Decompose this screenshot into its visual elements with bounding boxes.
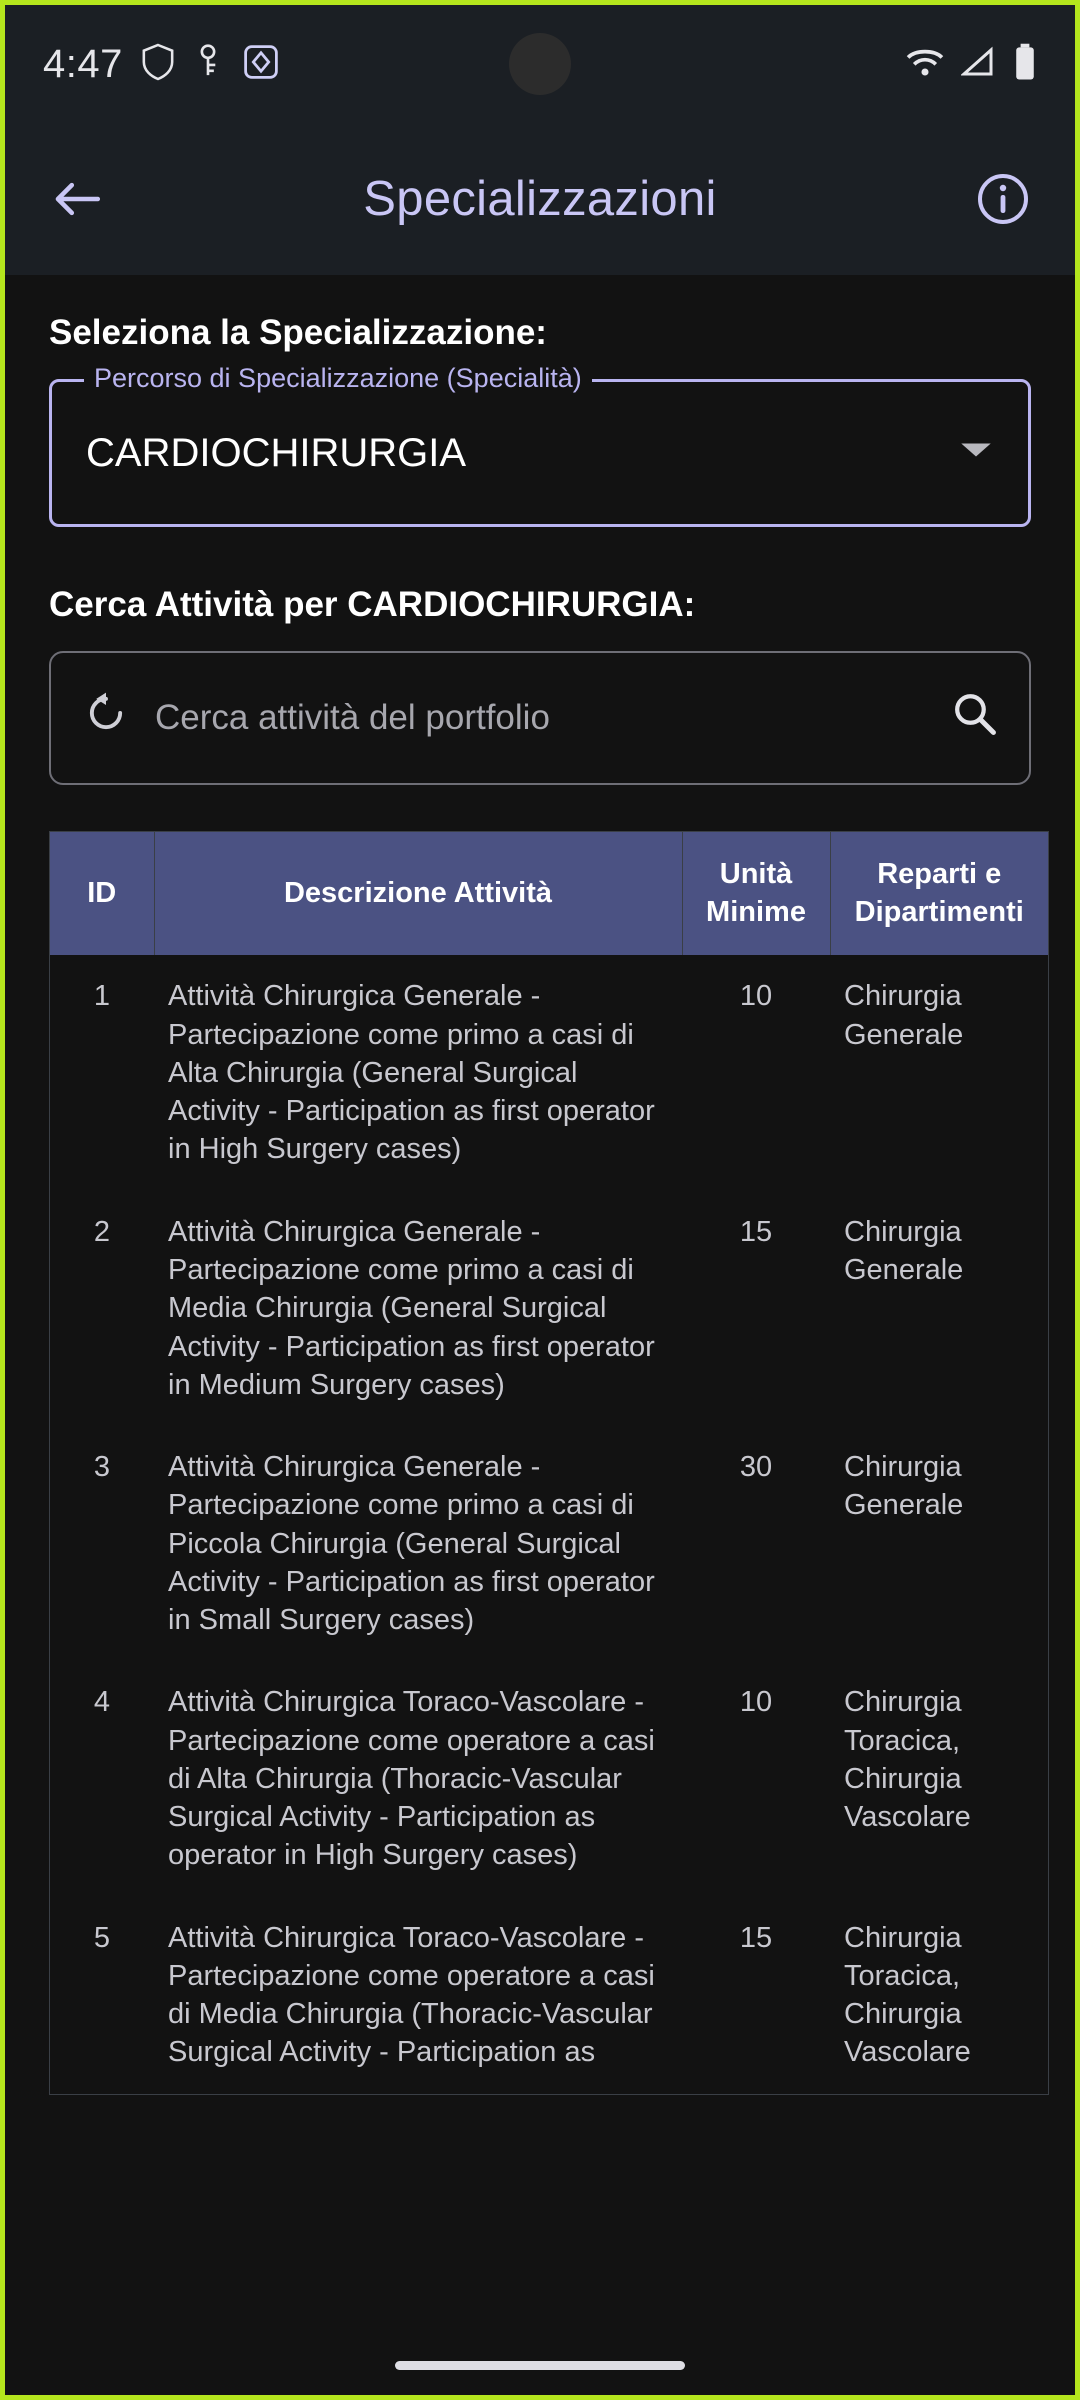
cell-unita-minime: 15 [739,1921,773,1954]
table-row[interactable] [50,1661,1048,1896]
status-bar-right [905,5,1037,123]
cell-descrizione: Attività Chirurgica Generale - Partecipazione come primo a casi di Piccola Chirurgia (General Surgical Activity - Participation as first operator in Small Surgery cases) [168,1451,655,1637]
cell-reparti: Chirurgia Toracica, Chirurgia Vascolare [844,1921,971,2069]
battery-icon [1013,43,1037,85]
cell-descrizione: Attività Chirurgica Generale - Partecipazione come primo a casi di Media Chirurgia (General Surgical Activity - Participation as first operator in Medium Surgery cases) [168,1215,655,1401]
front-camera-cutout [509,33,571,95]
cell-id: 2 [93,1215,111,1248]
table-row[interactable] [50,1426,1048,1661]
cell-unita-minime: 15 [739,1215,773,1248]
signal-icon [961,46,997,82]
cell-unita-minime: 30 [739,1451,773,1484]
cell-descrizione: Attività Chirurgica Generale - Partecipazione come primo a casi di Alta Chirurgia (General Surgical Activity - Participation as first operator in High Surgery cases) [168,980,655,1166]
cell-reparti: Chirurgia Toracica, Chirurgia Vascolare [844,1686,971,1834]
home-gesture-pill[interactable] [395,2361,685,2370]
specialization-dropdown[interactable] [49,363,1031,527]
chevron-down-icon[interactable] [958,438,994,468]
app-bar [5,123,1075,275]
column-header-reparti: Reparti e Dipartimenti [830,832,1048,955]
info-circle-icon[interactable] [965,161,1041,237]
status-clock: 4:47 [43,41,123,86]
main-content [5,275,1075,2345]
cell-unita-minime: 10 [739,980,773,1013]
table-header-row [50,832,1048,955]
status-bar-left [43,42,281,87]
select-specialization-heading: Seleziona la Specializzazione: [49,313,547,352]
search-activities-heading: Cerca Attività per CARDIOCHIRURGIA: [49,585,696,624]
table-body [50,955,1048,2093]
status-bar [5,5,1075,123]
column-header-id: ID [50,832,154,955]
vpn-key-icon [193,43,223,85]
cell-descrizione: Attività Chirurgica Toraco-Vascolare - Partecipazione come operatore a casi di Media Chirurgia (Thoracic-Vascular Surgical Activity - Participation as [168,1921,655,2069]
cell-id: 1 [93,980,111,1013]
cell-reparti: Chirurgia Generale [844,980,964,1051]
column-header-unita-minime: Unità Minime [682,832,830,955]
diamond-app-icon [241,42,281,86]
cell-descrizione: Attività Chirurgica Toraco-Vascolare - Partecipazione come operatore a casi di Alta Chirurgia (Thoracic-Vascular Surgical Activity - Participation as operator in High Surgery cases) [168,1686,655,1872]
cell-reparti: Chirurgia Generale [844,1215,964,1286]
cell-reparti: Chirurgia Generale [844,1451,964,1522]
page-title: Specializzazioni [363,172,717,226]
table-row[interactable] [50,955,1048,1190]
activities-table [49,831,1049,2095]
refresh-icon[interactable] [83,690,129,746]
column-header-descrizione: Descrizione Attività [154,832,682,955]
back-button[interactable] [39,161,115,237]
cell-unita-minime: 10 [739,1686,773,1719]
shield-icon [141,43,175,85]
search-icon[interactable] [951,690,997,746]
specialization-dropdown-label: Percorso di Specializzazione (Specialità) [84,363,592,394]
cell-id: 3 [93,1451,111,1484]
search-input[interactable] [155,698,951,738]
cell-id: 4 [93,1686,111,1719]
search-field-wrapper[interactable] [49,651,1031,785]
system-navigation-bar [5,2335,1075,2395]
table-row[interactable] [50,1191,1048,1426]
specialization-dropdown-value: CARDIOCHIRURGIA [86,430,467,475]
wifi-icon [905,46,945,82]
cell-id: 5 [93,1921,111,1954]
table-row[interactable] [50,1897,1048,2094]
